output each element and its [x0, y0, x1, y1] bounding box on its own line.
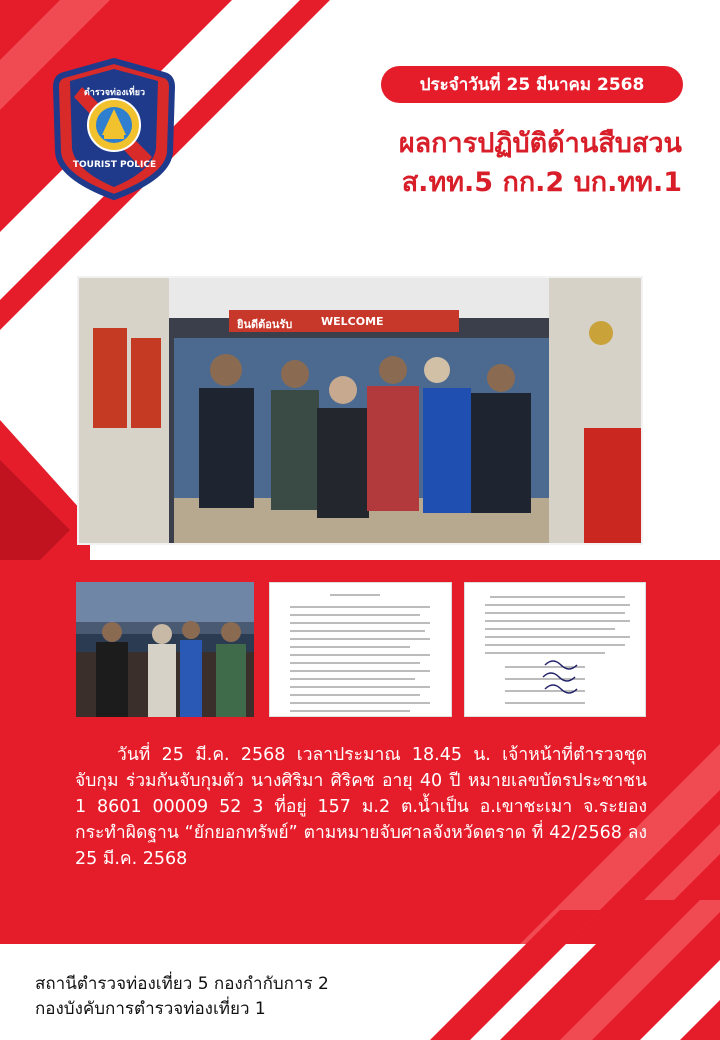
- document-page-1: [269, 582, 452, 717]
- incident-description: [75, 742, 647, 872]
- date-badge: ประจำวันที่ 25 มีนาคม 2568: [381, 66, 683, 103]
- welcome-sign-thai: ยินดีต้อนรับ: [237, 318, 293, 331]
- footer-station-name: สถานีตำรวจท่องเที่ยว 5 กองกำกับการ 2: [35, 974, 329, 994]
- footer-division-name: กองบังคับการตำรวจท่องเที่ยว 1: [35, 999, 266, 1019]
- logo-bottom-text: TOURIST POLICE: [72, 160, 157, 170]
- page-title: ผลการปฏิบัติด้านสืบสวน: [398, 128, 682, 159]
- incident-paragraph: วันที่ 25 มี.ค. 2568 เวลาประมาณ 18.45 น. เจ้าหน้าที่ตำรวจชุดจับกุม ร่วมกันจับกุมตัว นางศิริมา ศิริคช อายุ 40 ปี หมายเลขบัตรประชาชน 1 8601 00009 52 3 ที่อยู่ 157 ม.2 ต.น้ำเป็น อ.เขาชะเมา จ.ระยอง กระทำผิดฐาน “ยักยอกทรัพย์” ตามหมายจับศาลจังหวัดตราด ที่ 42/2568 ลง 25 มี.ค. 2568: [75, 745, 647, 869]
- logo-top-text: ตำรวจท่องเที่ยว: [83, 88, 146, 98]
- tourist-police-logo: [52, 57, 177, 202]
- document-page-2: [464, 582, 646, 717]
- main-group-photo: [77, 276, 643, 545]
- welcome-sign-english: WELCOME: [321, 315, 384, 328]
- unit-subtitle: ส.ทท.5 กก.2 บก.ทท.1: [401, 167, 682, 198]
- arrest-photo: [76, 582, 254, 717]
